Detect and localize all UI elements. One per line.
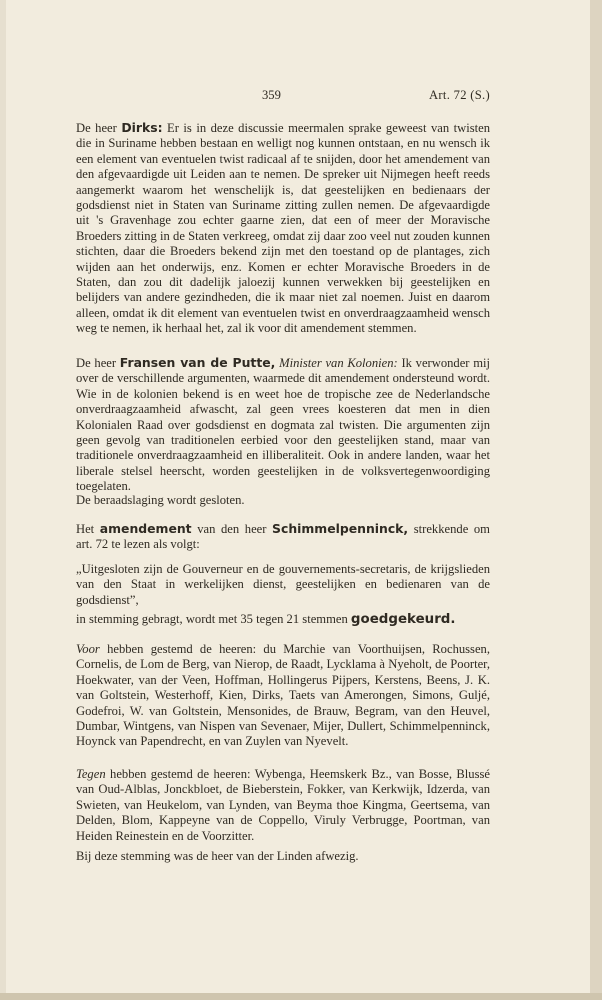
speaker-dirks: Dirks:	[121, 120, 163, 135]
article-reference: Art. 72 (S.)	[429, 88, 490, 102]
para3-text: De beraadslaging wordt gesloten.	[76, 493, 245, 507]
running-header	[76, 88, 490, 104]
para9-text: Bij deze stemming was de heer van der Linden afwezig.	[76, 849, 359, 863]
para6-text: in stemming gebragt, wordt met 35 tegen 21 stemmen	[76, 612, 351, 626]
voor-label: Voor	[76, 642, 100, 656]
paragraph-amendment	[76, 521, 490, 553]
page-edge-bottom	[0, 993, 602, 1000]
para1-text: Er is in deze discussie meermalen sprake geweest van twisten die in Suriname hebben bestaan en welligt nog kunnen ontstaan, en nu wensch ik een element van eventuelen twist radicaal af te snijden, door het amendement van den afgevaardigde uit Leiden aan te nemen. De spreker uit Nijmegen heeft reeds aangemerkt waarom het wenschelijk is, dat geestelijken en bedienaars der godsdienst niet in Staten van Suriname zitting zullen nemen. De afgevaardigde uit 's Gravenhage zou echter gaarne zien, dat een of meer der Moravische Broeders zitting in de Staten verkreeg, omdat zij daar zoo veel nut zouden kunnen stichten, daar die Broeders bekend zijn met den toestand op de plantages, zich wijden aan het onderwijs, enz. Komen er echter Moravische Broeders in de Staten, dan zou dit dadelijk jaloezij kunnen verwekken bij geestelijken en belijders van andere gezindheden, die ik maar niet zal noemen. Juist en daarom alleen, omdat ik dit element van eventuelen twist en onverdraagzaamheid wensch weg te nemen, ik herhaal het, zal ik voor dit amendement stemmen.	[76, 121, 490, 336]
para8-text: hebben gestemd de heeren: Wybenga, Heemskerk Bz., van Bosse, Blussé van Oud-Alblas, Jonckbloet, de Bieberstein, Fokker, van Kerkwijk, Idzerda, van Swieten, van Heukelom, van Lynden, van Beyma thoe Kingma, Geertsema, van Delden, Blom, Kappeyne van de Coppello, Viruly Verbrugge, Poortman, van Heiden Reinestein en de Voorzitter.	[76, 767, 490, 843]
paragraph-dirks	[76, 120, 490, 337]
para4-lead: Het	[76, 522, 100, 536]
paragraph-fransen	[76, 355, 490, 495]
paragraph-absent	[76, 849, 490, 864]
para4-text: strekkende om art. 72 te lezen als volgt:	[76, 522, 490, 552]
speaker-role: Minister van Kolonien:	[279, 356, 398, 370]
page-number: 359	[262, 88, 281, 102]
paragraph-closing	[76, 493, 490, 508]
paragraph-tegen	[76, 767, 490, 844]
speaker-fransen: Fransen van de Putte,	[119, 355, 276, 370]
para2-text: Ik verwonder mij over de verschillende argumenten, waarmede dit amendement ondersteund wordt. Wie in de kolonien bekend is en weet hoe de tropische zee de Nederlandsche onverdraagzaamheid afwascht, zal geen vrees koesteren dat men in dien Kolonialen Raad over godsdienst en dogmata zal twisten. Die argumenten zijn geen gevolg van traditionelen eerbied voor den geestelijken stand, maar van traditionele onverdraagzaamheid en illiberaliteit. Ook in andere landen, waar het liberale stelsel heerscht, worden geestelijken in de volksvertegenwoordiging toegelaten.	[76, 356, 490, 494]
tegen-label: Tegen	[76, 767, 106, 781]
vote-outcome: goedgekeurd.	[350, 612, 456, 627]
paragraph-vote-result	[76, 612, 490, 627]
para1-lead: De heer	[76, 121, 122, 135]
amendment-author: Schimmelpenninck,	[272, 521, 409, 536]
para4-mid: van den heer	[191, 522, 273, 536]
para5-text: „Uitgesloten zijn de Gouverneur en de gouvernements-secretaris, de krijgslieden van den Staat in werkelijken dienst, geestelijken en bedienaren van de godsdienst”,	[76, 562, 490, 607]
page-edge-right	[590, 0, 602, 1000]
paragraph-quote	[76, 562, 490, 608]
paragraph-voor	[76, 642, 490, 750]
amendment-word: amendement	[99, 521, 192, 536]
para7-text: hebben gestemd de heeren: du Marchie van Voorthuijsen, Rochussen, Cornelis, de Lom de Berg, van Nierop, de Raadt, Lycklama à Nyeholt, de Poorter, Hoekwater, van der Veen, Hoffman, Hollingerus Pijpers, Kerstens, Beens, J. K. van Goltstein, Westerhoff, Kien, Dirks, Taets van Amerongen, Simons, Guljé, Godefroi, W. van Goltstein, Mensonides, de Brauw, Begram, van den Heuvel, Dumbar, Wintgens, van Nispen van Sevenaer, Mijer, Dullert, Schimmelpenninck, Hoynck van Papendrecht, en van Zuylen van Nyevelt.	[76, 642, 490, 749]
para2-lead: De heer	[76, 356, 120, 370]
